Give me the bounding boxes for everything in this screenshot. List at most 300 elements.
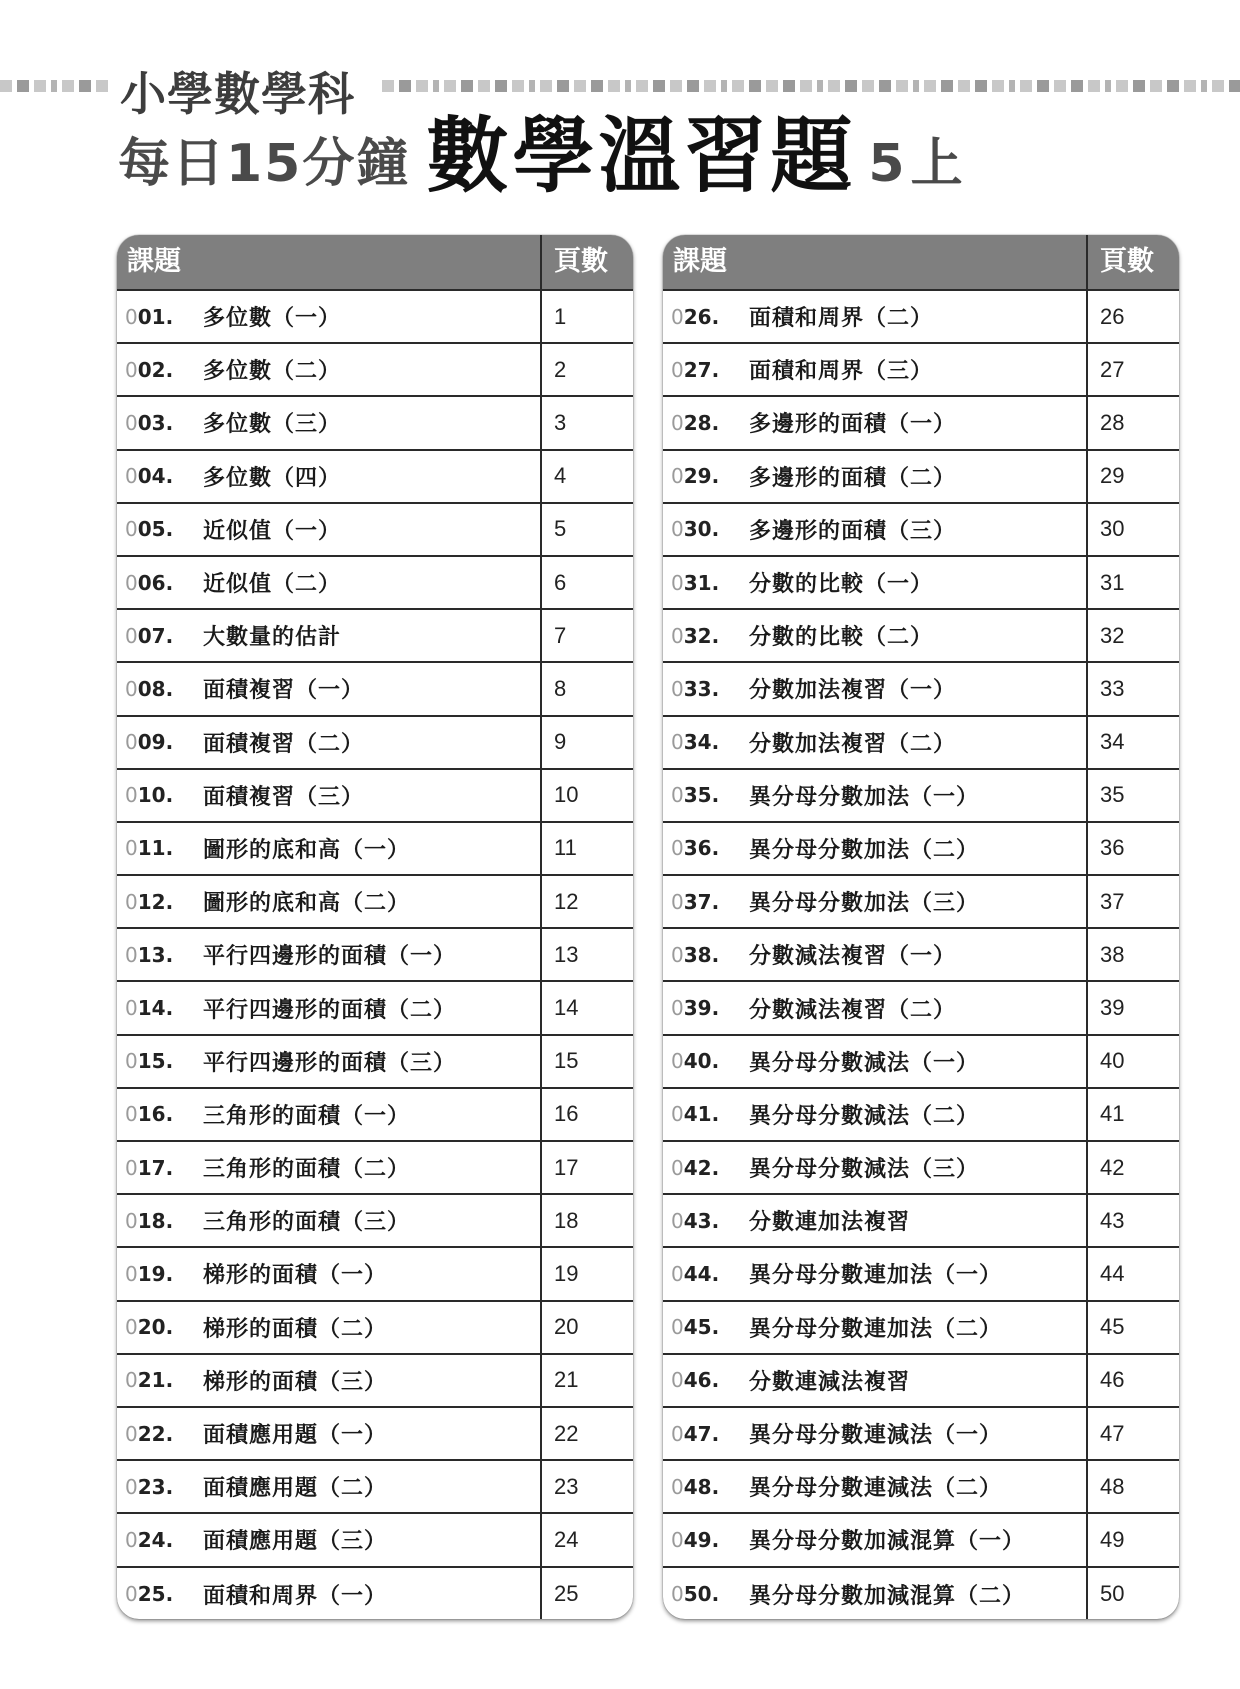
lesson-number <box>663 1262 749 1286</box>
dot-decoration <box>913 80 919 92</box>
lesson-title: 分數減法複習（一） <box>749 944 957 970</box>
lesson-number-digits: 45. <box>683 1315 720 1340</box>
lesson-number-digits: 05. <box>137 517 174 542</box>
dot-decoration <box>924 80 936 92</box>
lesson-number-digits: 23. <box>137 1474 174 1499</box>
toc-title-cell <box>663 1568 1088 1620</box>
lesson-number-digits: 25. <box>137 1582 174 1607</box>
lesson-title: 分數連加法複習 <box>749 1210 911 1236</box>
lesson-number-prefix: 0 <box>671 1368 684 1393</box>
toc-row <box>663 1302 1179 1355</box>
toc-title-cell <box>663 876 1088 927</box>
toc-table-left <box>117 235 633 1619</box>
toc-title-cell <box>117 1461 542 1512</box>
toc-row <box>117 1514 633 1567</box>
lesson-page: 5 <box>554 516 567 542</box>
toc-title-cell <box>117 344 542 395</box>
lesson-number-prefix: 0 <box>671 304 684 329</box>
lesson-number-digits: 40. <box>683 1049 720 1074</box>
lesson-page: 43 <box>1100 1207 1125 1233</box>
lesson-title: 平行四邊形的面積（三） <box>203 1050 457 1076</box>
lesson-number <box>663 358 749 382</box>
lesson-number-prefix: 0 <box>671 1102 684 1127</box>
toc-title-cell <box>117 770 542 821</box>
lesson-number-prefix: 0 <box>671 410 684 435</box>
toc-title-cell <box>663 1408 1088 1459</box>
lesson-title: 分數加法複習（一） <box>749 678 957 704</box>
lesson-title: 平行四邊形的面積（二） <box>203 997 457 1023</box>
dot-decoration <box>879 80 891 92</box>
lesson-number-digits: 08. <box>137 676 174 701</box>
toc-title-cell <box>117 1036 542 1087</box>
lesson-number <box>117 1528 203 1552</box>
lesson-page: 8 <box>554 675 567 701</box>
lesson-title: 三角形的面積（一） <box>203 1103 411 1129</box>
title-prefix: 每日15分鐘 <box>118 134 411 194</box>
lesson-number-digits: 29. <box>683 464 720 489</box>
toc-row <box>117 1355 633 1408</box>
lesson-number <box>663 305 749 329</box>
toc-row <box>117 1302 633 1355</box>
lesson-number-digits: 19. <box>137 1261 174 1286</box>
lesson-page: 9 <box>554 729 567 755</box>
lesson-title: 面積複習（二） <box>203 731 365 757</box>
lesson-number <box>663 1475 749 1499</box>
toc-row <box>663 876 1179 929</box>
lesson-page: 12 <box>554 888 579 914</box>
lesson-page: 33 <box>1100 675 1125 701</box>
toc-row <box>117 1195 633 1248</box>
lesson-page: 10 <box>554 782 579 808</box>
lesson-number-digits: 31. <box>683 570 720 595</box>
lesson-number-prefix: 0 <box>671 1421 684 1446</box>
lesson-page: 39 <box>1100 995 1125 1021</box>
toc-rows-right <box>663 291 1179 1619</box>
lesson-title: 面積應用題（二） <box>203 1476 388 1502</box>
lesson-number <box>117 464 203 488</box>
lesson-number-digits: 03. <box>137 410 174 435</box>
lesson-number-prefix: 0 <box>125 996 138 1021</box>
lesson-number-prefix: 0 <box>125 304 138 329</box>
lesson-number-digits: 13. <box>137 942 174 967</box>
toc-row <box>117 557 633 610</box>
lesson-number-digits: 50. <box>683 1582 720 1607</box>
toc-row <box>117 291 633 344</box>
toc-title-cell <box>117 1514 542 1565</box>
lesson-number-digits: 07. <box>137 623 174 648</box>
lesson-number-prefix: 0 <box>125 836 138 861</box>
toc-row <box>663 397 1179 450</box>
lesson-number-prefix: 0 <box>125 1261 138 1286</box>
lesson-number-prefix: 0 <box>671 889 684 914</box>
toc-row <box>117 717 633 770</box>
lesson-number-prefix: 0 <box>125 1315 138 1340</box>
lesson-title: 三角形的面積（三） <box>203 1210 411 1236</box>
toc-row <box>117 1036 633 1089</box>
lesson-number <box>663 730 749 754</box>
dot-decoration <box>1150 80 1162 92</box>
title-grade: 5上 <box>868 134 969 194</box>
lesson-number-prefix: 0 <box>125 1368 138 1393</box>
lesson-number-digits: 38. <box>683 942 720 967</box>
toc-title-cell <box>117 1089 542 1140</box>
lesson-title: 分數的比較（二） <box>749 625 934 651</box>
lesson-number <box>663 677 749 701</box>
lesson-number-digits: 32. <box>683 623 720 648</box>
lesson-page: 7 <box>554 622 567 648</box>
toc-title-cell <box>117 1302 542 1353</box>
lesson-number-digits: 48. <box>683 1474 720 1499</box>
dot-decoration <box>0 80 12 92</box>
dot-decoration <box>62 80 74 92</box>
lesson-page: 36 <box>1100 835 1125 861</box>
lesson-title: 異分母分數連加法（一） <box>749 1263 1003 1289</box>
lesson-page: 42 <box>1100 1154 1125 1180</box>
lesson-number-prefix: 0 <box>671 1049 684 1074</box>
dot-decoration <box>1088 80 1100 92</box>
toc-title-cell <box>663 557 1088 608</box>
toc-row <box>663 982 1179 1035</box>
lesson-title: 面積應用題（三） <box>203 1529 388 1555</box>
toc-title-cell <box>117 929 542 980</box>
lesson-number <box>117 358 203 382</box>
lesson-title: 面積複習（一） <box>203 678 365 704</box>
lesson-page: 14 <box>554 995 579 1021</box>
lesson-number <box>663 783 749 807</box>
column-header-page: 頁數 <box>1100 246 1154 277</box>
lesson-title: 大數量的估計 <box>203 625 342 651</box>
lesson-page: 18 <box>554 1207 579 1233</box>
lesson-page: 21 <box>554 1367 579 1393</box>
lesson-page: 22 <box>554 1420 579 1446</box>
lesson-number-digits: 21. <box>137 1368 174 1393</box>
toc-title-cell <box>117 876 542 927</box>
lesson-number-digits: 41. <box>683 1102 720 1127</box>
toc-row <box>663 344 1179 397</box>
toc-row <box>663 770 1179 823</box>
lesson-title: 梯形的面積（二） <box>203 1316 388 1342</box>
lesson-title: 異分母分數減法（二） <box>749 1103 980 1129</box>
lesson-title: 異分母分數減法（三） <box>749 1157 980 1183</box>
lesson-number-digits: 37. <box>683 889 720 914</box>
lesson-title: 異分母分數減法（一） <box>749 1050 980 1076</box>
toc-title-cell <box>117 397 542 448</box>
lesson-page: 37 <box>1100 888 1125 914</box>
lesson-title: 多邊形的面積（一） <box>749 412 957 438</box>
lesson-title: 分數減法複習（二） <box>749 997 957 1023</box>
lesson-number <box>663 624 749 648</box>
lesson-page: 34 <box>1100 729 1125 755</box>
lesson-number-prefix: 0 <box>125 783 138 808</box>
lesson-number-prefix: 0 <box>125 730 138 755</box>
lesson-number-digits: 06. <box>137 570 174 595</box>
lesson-page: 23 <box>554 1473 579 1499</box>
lesson-number-digits: 49. <box>683 1527 720 1552</box>
lesson-page: 45 <box>1100 1314 1125 1340</box>
dot-decoration <box>958 80 970 92</box>
lesson-number-prefix: 0 <box>671 942 684 967</box>
lesson-number <box>663 1049 749 1073</box>
toc-title-cell <box>117 1408 542 1459</box>
toc-table-right <box>663 235 1179 1619</box>
toc-title-cell <box>663 344 1088 395</box>
toc-title-cell <box>663 717 1088 768</box>
lesson-number-digits: 30. <box>683 517 720 542</box>
lesson-number <box>117 1049 203 1073</box>
title-main: 數學溫習題 <box>426 109 857 204</box>
toc-row <box>663 291 1179 344</box>
lesson-number-prefix: 0 <box>671 730 684 755</box>
lesson-number-prefix: 0 <box>125 410 138 435</box>
lesson-title: 圖形的底和高（一） <box>203 837 411 863</box>
subject-label: 小學數學科 <box>120 67 355 121</box>
toc-row <box>117 823 633 876</box>
lesson-number-digits: 26. <box>683 304 720 329</box>
lesson-number-prefix: 0 <box>125 1102 138 1127</box>
toc-row <box>117 504 633 557</box>
toc-row <box>663 610 1179 663</box>
lesson-number <box>117 517 203 541</box>
toc-row <box>663 1089 1179 1142</box>
lesson-number-prefix: 0 <box>125 1208 138 1233</box>
lesson-title: 面積應用題（一） <box>203 1423 388 1449</box>
lesson-number-digits: 44. <box>683 1261 720 1286</box>
lesson-page: 15 <box>554 1048 579 1074</box>
toc-title-cell <box>663 982 1088 1033</box>
lesson-page: 28 <box>1100 409 1125 435</box>
lesson-number <box>663 1209 749 1233</box>
lesson-title: 分數加法複習（二） <box>749 731 957 757</box>
dot-decoration <box>382 80 394 92</box>
lesson-title: 異分母分數連減法（二） <box>749 1476 1003 1502</box>
toc-row <box>663 557 1179 610</box>
lesson-page: 13 <box>554 941 579 967</box>
toc-title-cell <box>663 1089 1088 1140</box>
lesson-title: 多位數（三） <box>203 412 342 438</box>
toc-title-cell <box>117 663 542 714</box>
toc-title-cell <box>117 1248 542 1299</box>
toc-title-cell <box>117 504 542 555</box>
toc-row <box>663 1355 1179 1408</box>
dot-decoration <box>1212 80 1224 92</box>
toc-title-cell <box>663 1461 1088 1512</box>
lesson-number-prefix: 0 <box>125 1474 138 1499</box>
lesson-title: 異分母分數加法（一） <box>749 784 980 810</box>
lesson-page: 31 <box>1100 569 1125 595</box>
lesson-number-digits: 28. <box>683 410 720 435</box>
lesson-number-digits: 10. <box>137 783 174 808</box>
lesson-number-digits: 02. <box>137 357 174 382</box>
lesson-title: 多位數（一） <box>203 306 342 332</box>
dot-decoration <box>96 80 108 92</box>
lesson-page: 6 <box>554 569 567 595</box>
lesson-number-prefix: 0 <box>125 889 138 914</box>
lesson-number-digits: 01. <box>137 304 174 329</box>
lesson-page: 41 <box>1100 1101 1125 1127</box>
lesson-title: 三角形的面積（二） <box>203 1157 411 1183</box>
lesson-number <box>117 305 203 329</box>
lesson-number <box>117 1156 203 1180</box>
lesson-number-prefix: 0 <box>671 1315 684 1340</box>
lesson-number <box>117 890 203 914</box>
lesson-page: 24 <box>554 1526 579 1552</box>
lesson-number <box>663 1528 749 1552</box>
toc-row <box>117 1408 633 1461</box>
lesson-number-prefix: 0 <box>125 1155 138 1180</box>
toc-row <box>663 823 1179 876</box>
toc-title-cell <box>117 1142 542 1193</box>
dot-decoration <box>1054 80 1066 92</box>
lesson-number <box>663 571 749 595</box>
lesson-page: 11 <box>554 835 577 861</box>
lesson-number-prefix: 0 <box>671 623 684 648</box>
toc-row <box>117 1142 633 1195</box>
lesson-number-prefix: 0 <box>671 1474 684 1499</box>
lesson-number-prefix: 0 <box>671 517 684 542</box>
lesson-page: 38 <box>1100 941 1125 967</box>
dot-decoration <box>1167 80 1179 92</box>
lesson-title: 多位數（二） <box>203 359 342 385</box>
lesson-title: 面積和周界（一） <box>203 1583 388 1609</box>
toc-title-cell <box>663 823 1088 874</box>
toc-row <box>117 344 633 397</box>
lesson-number-prefix: 0 <box>671 1582 684 1607</box>
dotted-rule-left <box>0 80 108 94</box>
dot-decoration <box>399 80 411 92</box>
lesson-page: 19 <box>554 1260 579 1286</box>
lesson-number <box>117 1582 203 1606</box>
lesson-number-prefix: 0 <box>671 1155 684 1180</box>
toc-title-cell <box>117 717 542 768</box>
lesson-page: 2 <box>554 356 567 382</box>
lesson-number <box>663 996 749 1020</box>
lesson-title: 梯形的面積（一） <box>203 1263 388 1289</box>
toc-row <box>117 982 633 1035</box>
lesson-page: 40 <box>1100 1048 1125 1074</box>
lesson-page: 26 <box>1100 303 1125 329</box>
lesson-number-prefix: 0 <box>671 676 684 701</box>
lesson-number <box>663 1102 749 1126</box>
lesson-number-digits: 16. <box>137 1102 174 1127</box>
lesson-number-digits: 15. <box>137 1049 174 1074</box>
lesson-number <box>117 1475 203 1499</box>
lesson-number-digits: 36. <box>683 836 720 861</box>
dot-decoration <box>1071 80 1083 92</box>
toc-title-cell <box>663 1036 1088 1087</box>
lesson-number-prefix: 0 <box>125 942 138 967</box>
lesson-number <box>663 1315 749 1339</box>
lesson-number <box>663 517 749 541</box>
toc-title-cell <box>117 1195 542 1246</box>
lesson-title: 近似值（二） <box>203 572 342 598</box>
lesson-number-prefix: 0 <box>125 1421 138 1446</box>
lesson-page: 29 <box>1100 463 1125 489</box>
dot-decoration <box>1116 80 1128 92</box>
lesson-page: 27 <box>1100 356 1125 382</box>
dot-decoration <box>17 80 29 92</box>
lesson-number-digits: 34. <box>683 730 720 755</box>
lesson-page: 32 <box>1100 622 1125 648</box>
lesson-page: 16 <box>554 1101 579 1127</box>
lesson-number <box>117 571 203 595</box>
lesson-number <box>663 836 749 860</box>
lesson-number-prefix: 0 <box>671 464 684 489</box>
lesson-number-prefix: 0 <box>125 1527 138 1552</box>
lesson-number <box>117 411 203 435</box>
dot-decoration <box>34 80 46 92</box>
toc-row <box>663 929 1179 982</box>
dot-decoration <box>992 80 1004 92</box>
toc-title-cell <box>663 1355 1088 1406</box>
toc-header <box>663 235 1179 291</box>
toc-row <box>663 1461 1179 1514</box>
dot-decoration <box>1020 80 1032 92</box>
lesson-title: 近似值（一） <box>203 518 342 544</box>
dot-decoration <box>1009 80 1015 92</box>
toc-row <box>663 1248 1179 1301</box>
lesson-number-prefix: 0 <box>671 996 684 1021</box>
lesson-page: 1 <box>554 303 567 329</box>
lesson-number-digits: 42. <box>683 1155 720 1180</box>
lesson-number <box>663 411 749 435</box>
toc-row <box>663 1514 1179 1567</box>
dot-decoration <box>975 80 987 92</box>
column-header-title: 課題 <box>117 235 542 289</box>
lesson-number-digits: 11. <box>137 836 174 861</box>
lesson-number-digits: 17. <box>137 1155 174 1180</box>
toc-row <box>117 1089 633 1142</box>
dot-decoration <box>1229 80 1240 92</box>
lesson-page: 50 <box>1100 1581 1125 1607</box>
toc-title-cell <box>663 770 1088 821</box>
lesson-page: 25 <box>554 1581 579 1607</box>
lesson-page: 46 <box>1100 1367 1125 1393</box>
dot-decoration <box>862 80 874 92</box>
toc-row <box>663 504 1179 557</box>
toc-row <box>117 876 633 929</box>
lesson-number <box>663 464 749 488</box>
toc-title-cell <box>117 1355 542 1406</box>
toc-title-cell <box>663 291 1088 342</box>
lesson-number <box>117 1262 203 1286</box>
lesson-number-prefix: 0 <box>125 517 138 542</box>
lesson-page: 30 <box>1100 516 1125 542</box>
toc-title-cell <box>117 823 542 874</box>
toc-title-cell <box>663 1142 1088 1193</box>
toc-row <box>663 663 1179 716</box>
toc-title-cell <box>117 982 542 1033</box>
lesson-number <box>117 996 203 1020</box>
lesson-number-prefix: 0 <box>671 357 684 382</box>
toc-row <box>117 1568 633 1620</box>
toc-title-cell <box>663 610 1088 661</box>
lesson-page: 35 <box>1100 782 1125 808</box>
toc-header <box>117 235 633 291</box>
lesson-number <box>663 943 749 967</box>
lesson-title: 分數連減法複習 <box>749 1369 911 1395</box>
lesson-number <box>117 836 203 860</box>
lesson-number-digits: 09. <box>137 730 174 755</box>
lesson-number-prefix: 0 <box>125 1049 138 1074</box>
lesson-number-prefix: 0 <box>671 570 684 595</box>
toc-row <box>663 1142 1179 1195</box>
toc-title-cell <box>663 504 1088 555</box>
lesson-number <box>117 624 203 648</box>
lesson-number-prefix: 0 <box>125 464 138 489</box>
lesson-page: 47 <box>1100 1420 1125 1446</box>
lesson-number-digits: 47. <box>683 1421 720 1446</box>
toc-title-cell <box>663 451 1088 502</box>
